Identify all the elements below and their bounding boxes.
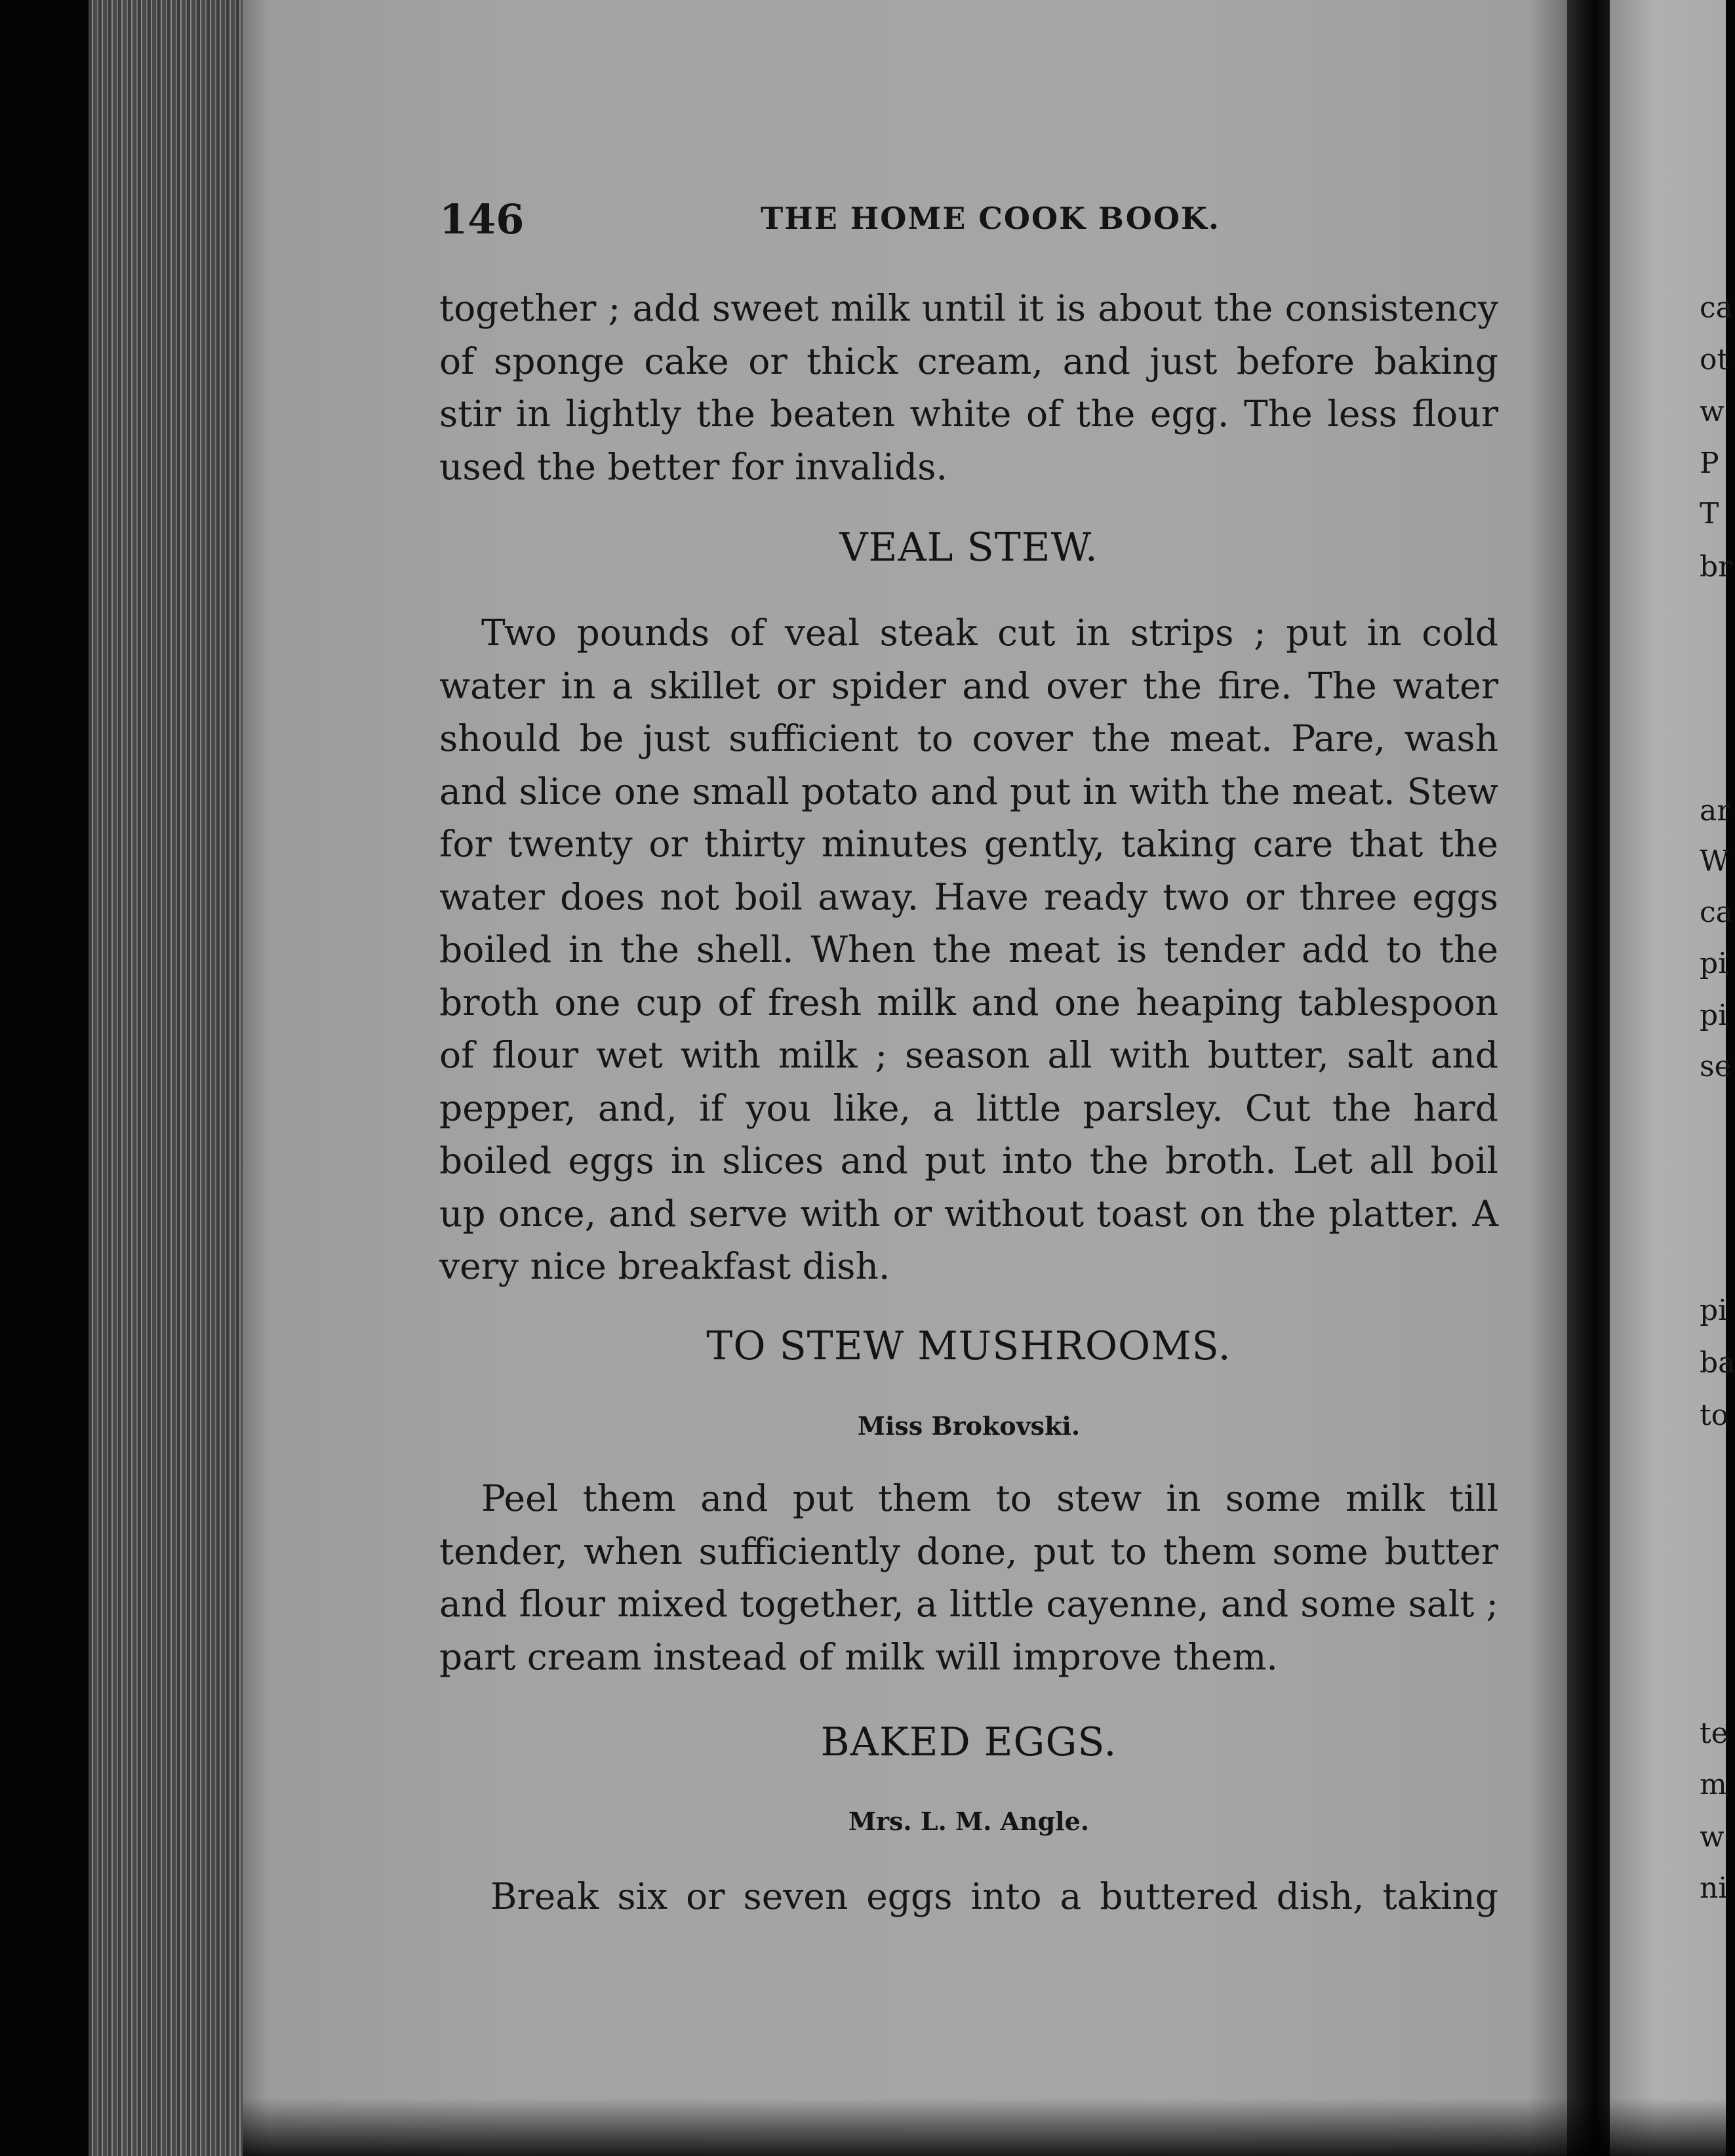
mushrooms-paragraph: Peel them and put them to stew in some milk till tender, when sufficiently done, put to them some butter and flour mixed together, a little cayenne, and some salt ; part cream instead of milk will improve them.: [439, 1477, 1498, 1678]
facing-fragment: ca: [1700, 896, 1733, 929]
continuation-paragraph: together ; add sweet milk until it is about the consistency of sponge cake or thick cream, and just before baking stir in lightly the beaten white of the egg. The less flour used the better for invalids.: [439, 287, 1498, 488]
facing-fragment: pi: [1700, 1294, 1728, 1327]
facing-fragment: W: [1700, 845, 1730, 878]
book-gutter: [1567, 0, 1613, 2156]
facing-fragment: m: [1700, 1768, 1727, 1801]
facing-fragment: pi: [1700, 999, 1728, 1032]
facing-fragment: w: [1700, 395, 1725, 428]
facing-fragment: pi: [1700, 947, 1728, 980]
page-edge-stack: [89, 0, 246, 2156]
facing-fragment: P: [1700, 447, 1719, 480]
facing-fragment: T: [1700, 497, 1719, 530]
facing-fragment: se: [1700, 1050, 1732, 1083]
facing-fragment: w: [1700, 1820, 1725, 1854]
veal-stew-paragraph: Two pounds of veal steak cut in strips ; put in cold water in a skillet or spider and over the fire. The water should be just sufficient to cover the meat. Pare, wash and slice one small potato and put in with the meat. Stew for twenty or thirty minutes gently, taking care that the water does not boil away. Have ready two or three eggs boiled in the shell. When the meat is tender add to the broth one cup of fresh milk and one heaping tablespoon of flour wet with milk ; season all with butter, salt and pepper, and, if you like, a little parsley. Cut the hard boiled eggs in slices and put into the broth. Let all boil up once, and serve with or without toast on the platter. A very nice breakfast dish.: [439, 612, 1498, 1287]
running-head: [439, 195, 1502, 248]
baked-eggs-attribution: Mrs. L. M. Angle.: [848, 1807, 1090, 1836]
facing-fragment: ar: [1700, 794, 1731, 828]
page-number: 146: [439, 195, 525, 243]
veal-stew-heading: VEAL STEW.: [839, 525, 1098, 570]
facing-fragment: ca: [1700, 291, 1733, 325]
facing-fragment: te: [1700, 1717, 1728, 1750]
mushrooms-attribution: Miss Brokovski.: [857, 1411, 1081, 1441]
baked-eggs-paragraph: Break six or seven eggs into a buttered dish, taking: [490, 1875, 1498, 1917]
bottom-shadow: [243, 2098, 1726, 2156]
facing-fragment: ba: [1700, 1346, 1735, 1380]
book-title: THE HOME COOK BOOK.: [761, 201, 1220, 236]
facing-fragment: ni: [1700, 1871, 1728, 1905]
baked-eggs-heading: BAKED EGGS.: [820, 1719, 1117, 1765]
facing-fragment: to: [1700, 1399, 1729, 1432]
facing-fragment: ot: [1700, 343, 1729, 376]
mushrooms-heading: TO STEW MUSHROOMS.: [706, 1323, 1231, 1369]
facing-fragment: br: [1700, 550, 1732, 584]
